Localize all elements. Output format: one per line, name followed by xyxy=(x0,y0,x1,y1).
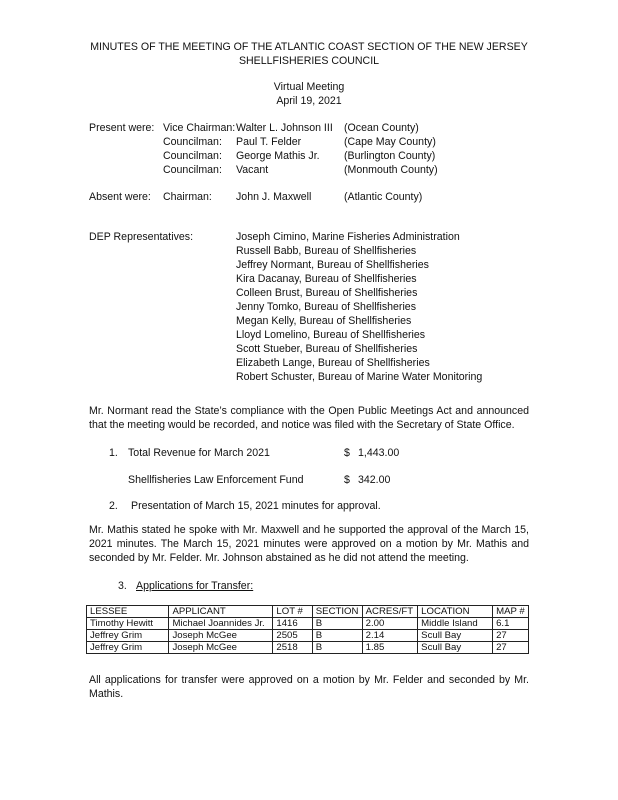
item-2-text: Presentation of March 15, 2021 minutes for approval. xyxy=(131,500,381,512)
table-row xyxy=(87,642,529,654)
table-cell: Michael Joannides Jr. xyxy=(169,618,273,630)
absent-county: (Atlantic County) xyxy=(344,191,423,203)
document-title-line-2: SHELLFISHERIES COUNCIL xyxy=(238,55,380,67)
dep-member: Megan Kelly, Bureau of Shellfisheries xyxy=(236,315,412,327)
table-cell: 2518 xyxy=(273,642,312,654)
present-name: Vacant xyxy=(236,164,269,176)
total-revenue-label: Total Revenue for March 2021 xyxy=(128,447,270,459)
table-cell: 2.00 xyxy=(362,618,418,630)
table-cell: Joseph McGee xyxy=(169,642,273,654)
dep-member: Joseph Cimino, Marine Fisheries Administration xyxy=(236,231,460,243)
applications-for-transfer-heading: Applications for Transfer: xyxy=(136,580,254,592)
table-cell: 27 xyxy=(493,642,529,654)
table-cell: 1.85 xyxy=(362,642,418,654)
table-header-cell: MAP # xyxy=(493,606,529,618)
table-header-cell: LESSEE xyxy=(87,606,169,618)
document-title-line-1: MINUTES OF THE MEETING OF THE ATLANTIC COAST SECTION OF THE NEW JERSEY xyxy=(90,41,528,53)
absent-name: John J. Maxwell xyxy=(236,191,312,203)
table-cell: Middle Island xyxy=(418,618,493,630)
minutes-approval-paragraph: Mr. Mathis stated he spoke with Mr. Maxwell and he supported the approval of the March 15, 2021 minutes. The March 15, 2021 minutes were approved on a motion by Mr. Mathis and seconded by Mr. Felder. Mr. Johnson abstained as he did not attend the meeting. xyxy=(89,524,529,564)
present-name: Walter L. Johnson III xyxy=(236,122,333,134)
absent-label: Absent were: xyxy=(89,191,151,203)
dep-member: Kira Dacanay, Bureau of Shellfisheries xyxy=(236,273,417,285)
dep-member: Lloyd Lomelino, Bureau of Shellfisheries xyxy=(236,329,426,341)
table-header-cell: LOCATION xyxy=(418,606,493,618)
absent-role: Chairman: xyxy=(163,191,212,203)
enforcement-fund-currency: $ xyxy=(344,474,350,486)
table-cell: 27 xyxy=(493,630,529,642)
meeting-date: April 19, 2021 xyxy=(276,95,342,107)
table-cell: Timothy Hewitt xyxy=(87,618,169,630)
dep-member: Russell Babb, Bureau of Shellfisheries xyxy=(236,245,417,257)
dep-member: Scott Stueber, Bureau of Shellfisheries xyxy=(236,343,418,355)
table-cell: B xyxy=(312,630,362,642)
dep-member: Jenny Tomko, Bureau of Shellfisheries xyxy=(236,301,416,313)
present-role: Councilman: xyxy=(163,164,222,176)
table-cell: Joseph McGee xyxy=(169,630,273,642)
transfer-applications-table xyxy=(86,605,529,654)
table-row xyxy=(87,618,529,630)
present-name: George Mathis Jr. xyxy=(236,150,320,162)
table-cell: 6.1 xyxy=(493,618,529,630)
compliance-paragraph: Mr. Normant read the State’s compliance with the Open Public Meetings Act and announced that the meeting would be recorded, and notice was filed with the Secretary of State Office. xyxy=(89,405,529,431)
present-county: (Cape May County) xyxy=(344,136,436,148)
present-county: (Burlington County) xyxy=(344,150,436,162)
item-2-number: 2. xyxy=(109,500,118,512)
total-revenue-value: 1,443.00 xyxy=(358,447,400,459)
dep-member: Robert Schuster, Bureau of Marine Water Monitoring xyxy=(236,371,483,383)
present-name: Paul T. Felder xyxy=(236,136,302,148)
table-header-row xyxy=(87,606,529,618)
table-cell: B xyxy=(312,642,362,654)
enforcement-fund-value: 342.00 xyxy=(358,474,391,486)
table-cell: Scull Bay xyxy=(418,630,493,642)
table-header-cell: ACRES/FT xyxy=(362,606,418,618)
table-cell: 2.14 xyxy=(362,630,418,642)
dep-member: Jeffrey Normant, Bureau of Shellfisheries xyxy=(236,259,429,271)
dep-representatives-label: DEP Representatives: xyxy=(89,231,194,243)
present-county: (Ocean County) xyxy=(344,122,419,134)
table-cell: 1416 xyxy=(273,618,312,630)
table-cell: B xyxy=(312,618,362,630)
dep-member: Colleen Brust, Bureau of Shellfisheries xyxy=(236,287,418,299)
table-cell: 2505 xyxy=(273,630,312,642)
table-cell: Jeffrey Grim xyxy=(87,642,169,654)
meeting-type: Virtual Meeting xyxy=(273,81,345,93)
present-role: Vice Chairman: xyxy=(163,122,236,134)
present-label: Present were: xyxy=(89,122,155,134)
total-revenue-currency: $ xyxy=(344,447,350,459)
dep-member: Elizabeth Lange, Bureau of Shellfisheries xyxy=(236,357,430,369)
table-header-cell: LOT # xyxy=(273,606,312,618)
item-1-number: 1. xyxy=(109,447,118,459)
table-header-cell: APPLICANT xyxy=(169,606,273,618)
present-role: Councilman: xyxy=(163,150,222,162)
enforcement-fund-label: Shellfisheries Law Enforcement Fund xyxy=(128,474,304,486)
table-header-cell: SECTION xyxy=(312,606,362,618)
table-cell: Scull Bay xyxy=(418,642,493,654)
present-county: (Monmouth County) xyxy=(344,164,438,176)
table-row xyxy=(87,630,529,642)
table-cell: Jeffrey Grim xyxy=(87,630,169,642)
closing-paragraph: All applications for transfer were approved on a motion by Mr. Felder and seconded by Mr. Mathis. xyxy=(89,674,529,700)
item-3-number: 3. xyxy=(118,580,127,592)
present-role: Councilman: xyxy=(163,136,222,148)
